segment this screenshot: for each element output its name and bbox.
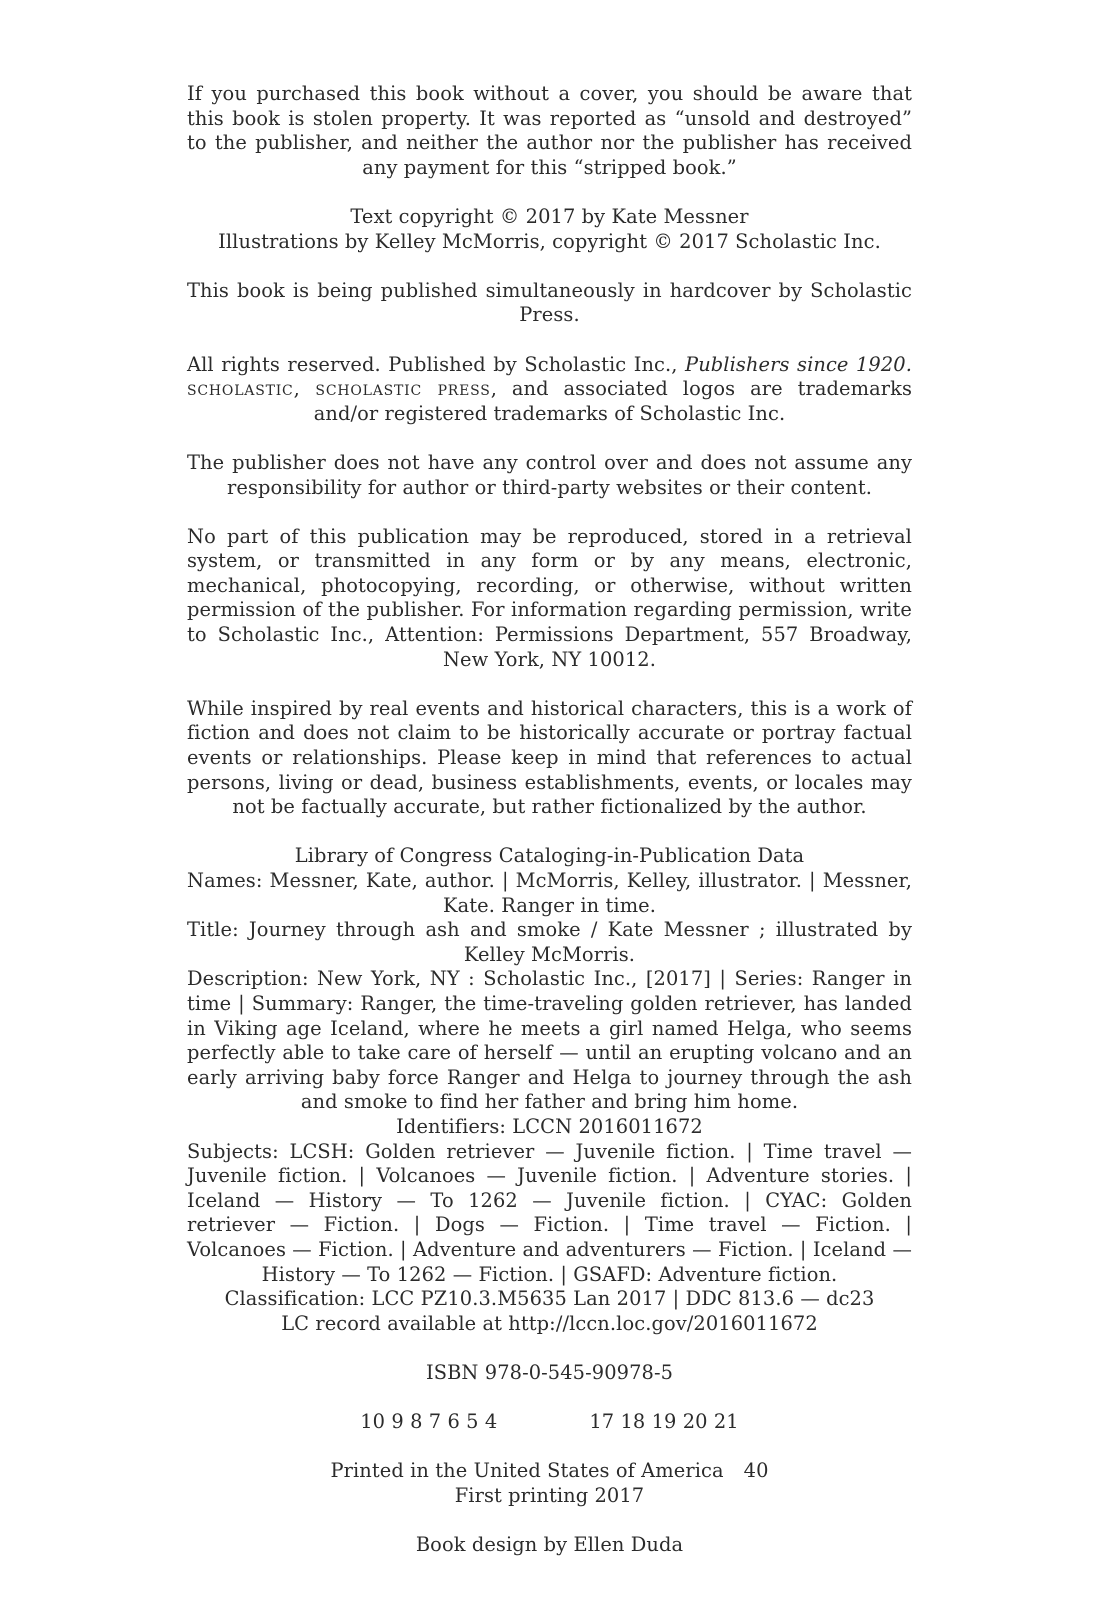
illustrations-copyright: Illustrations by Kelley McMorris, copyright © 2017 Scholastic Inc. [218, 229, 881, 253]
printed-country: Printed in the United States of America [330, 1459, 724, 1483]
printed-code: 40 [743, 1459, 769, 1483]
cip-heading: Library of Congress Cataloging-in-Publication Data [294, 844, 805, 868]
rights-smallcaps-1: scholastic, [187, 377, 301, 401]
printing-info [187, 1459, 912, 1508]
copyright-page [187, 82, 912, 1582]
rights-smallcaps-2: scholastic press [315, 377, 491, 401]
printing-numbers-left: 10 9 8 7 6 5 4 [360, 1410, 498, 1434]
stripped-book-notice: If you purchased this book without a cover, you should be aware that this book is stolen property. It was reported as “unsold and destroyed” to the publisher, and neither the author nor the publisher has received any payment for this “stripped book.” [187, 82, 912, 179]
cip-identifiers: Identifiers: LCCN 2016011672 [396, 1114, 703, 1138]
cip-subjects: Subjects: LCSH: Golden retriever — Juvenile fiction. | Time travel — Juvenile fiction. | Volcanoes — Juvenile fiction. | Adventure stories. | Iceland — History — To 1262 — Juvenile fiction. | CYAC: Golden retriever — Fiction. | Dogs — Fiction. | Time travel — Fiction. | Volcanoes — Fiction. | Adventure and adventurers — Fiction. | Iceland — History — To 1262 — Fiction. | GSAFD: Adventure fiction. [187, 1139, 912, 1286]
reproduction-notice: No part of this publication may be reproduced, stored in a retrieval system, or transmitted in any form or by any means, electronic, mechanical, photocopying, recording, or otherwise, without written permission of the publisher. For information regarding permission, write to Scholastic Inc., Attention: Permissions Department, 557 Broadway, New York, NY 10012. [187, 524, 912, 671]
fiction-notice: While inspired by real events and historical characters, this is a work of fiction and does not claim to be historically accurate or portray factual events or relationships. Please keep in mind that references to actual persons, living or dead, business establishments, events, or locales may not be factually accurate, but rather fictionalized by the author. [187, 696, 912, 819]
cip-title: Title: Journey through ash and smoke / Kate Messner ; illustrated by Kelley McMorris. [187, 918, 912, 966]
cip-record: LC record available at http://lccn.loc.gov/2016011672 [281, 1311, 818, 1335]
cip-data [187, 844, 912, 1336]
copyright-block [187, 205, 912, 254]
simultaneous-publication-notice: This book is being published simultaneously in hardcover by Scholastic Press. [187, 278, 912, 327]
printing-numbers-right: 17 18 19 20 21 [589, 1410, 739, 1434]
first-printing: First printing 2017 [454, 1483, 645, 1507]
cip-description: Description: New York, NY : Scholastic Inc., [2017] | Series: Ranger in time | Summary: Ranger, the time-traveling golden retriever, has landed in Viking age Iceland, where he meets a girl named Helga, who seems perfectly able to take care of herself — until an erupting volcano and an early arriving baby force Ranger and Helga to journey through the ash and smoke to find her father and bring him home. [187, 967, 912, 1114]
cip-names: Names: Messner, Kate, author. | McMorris, Kelley, illustrator. | Messner, Kate. Ranger in time. [187, 869, 912, 917]
text-copyright: Text copyright © 2017 by Kate Messner [350, 204, 749, 228]
rights-lead: All rights reserved. Published by Scholastic Inc., [187, 352, 686, 376]
publisher-disclaimer: The publisher does not have any control over and does not assume any responsibility for author or third-party websites or their content. [187, 450, 912, 499]
cip-classification: Classification: LCC PZ10.3.M5635 Lan 2017 | DDC 813.6 — dc23 [224, 1287, 875, 1311]
rights-reserved-notice [187, 353, 912, 427]
book-design-credit: Book design by Ellen Duda [415, 1533, 684, 1557]
rights-italic: Publishers since 1920. [685, 352, 912, 376]
printing-numbers [187, 1410, 912, 1435]
isbn: ISBN 978-0-545-90978-5 [425, 1360, 674, 1384]
rights-rest: , and associated logos are trademarks and/or registered trademarks of Scholastic Inc. [313, 377, 912, 425]
